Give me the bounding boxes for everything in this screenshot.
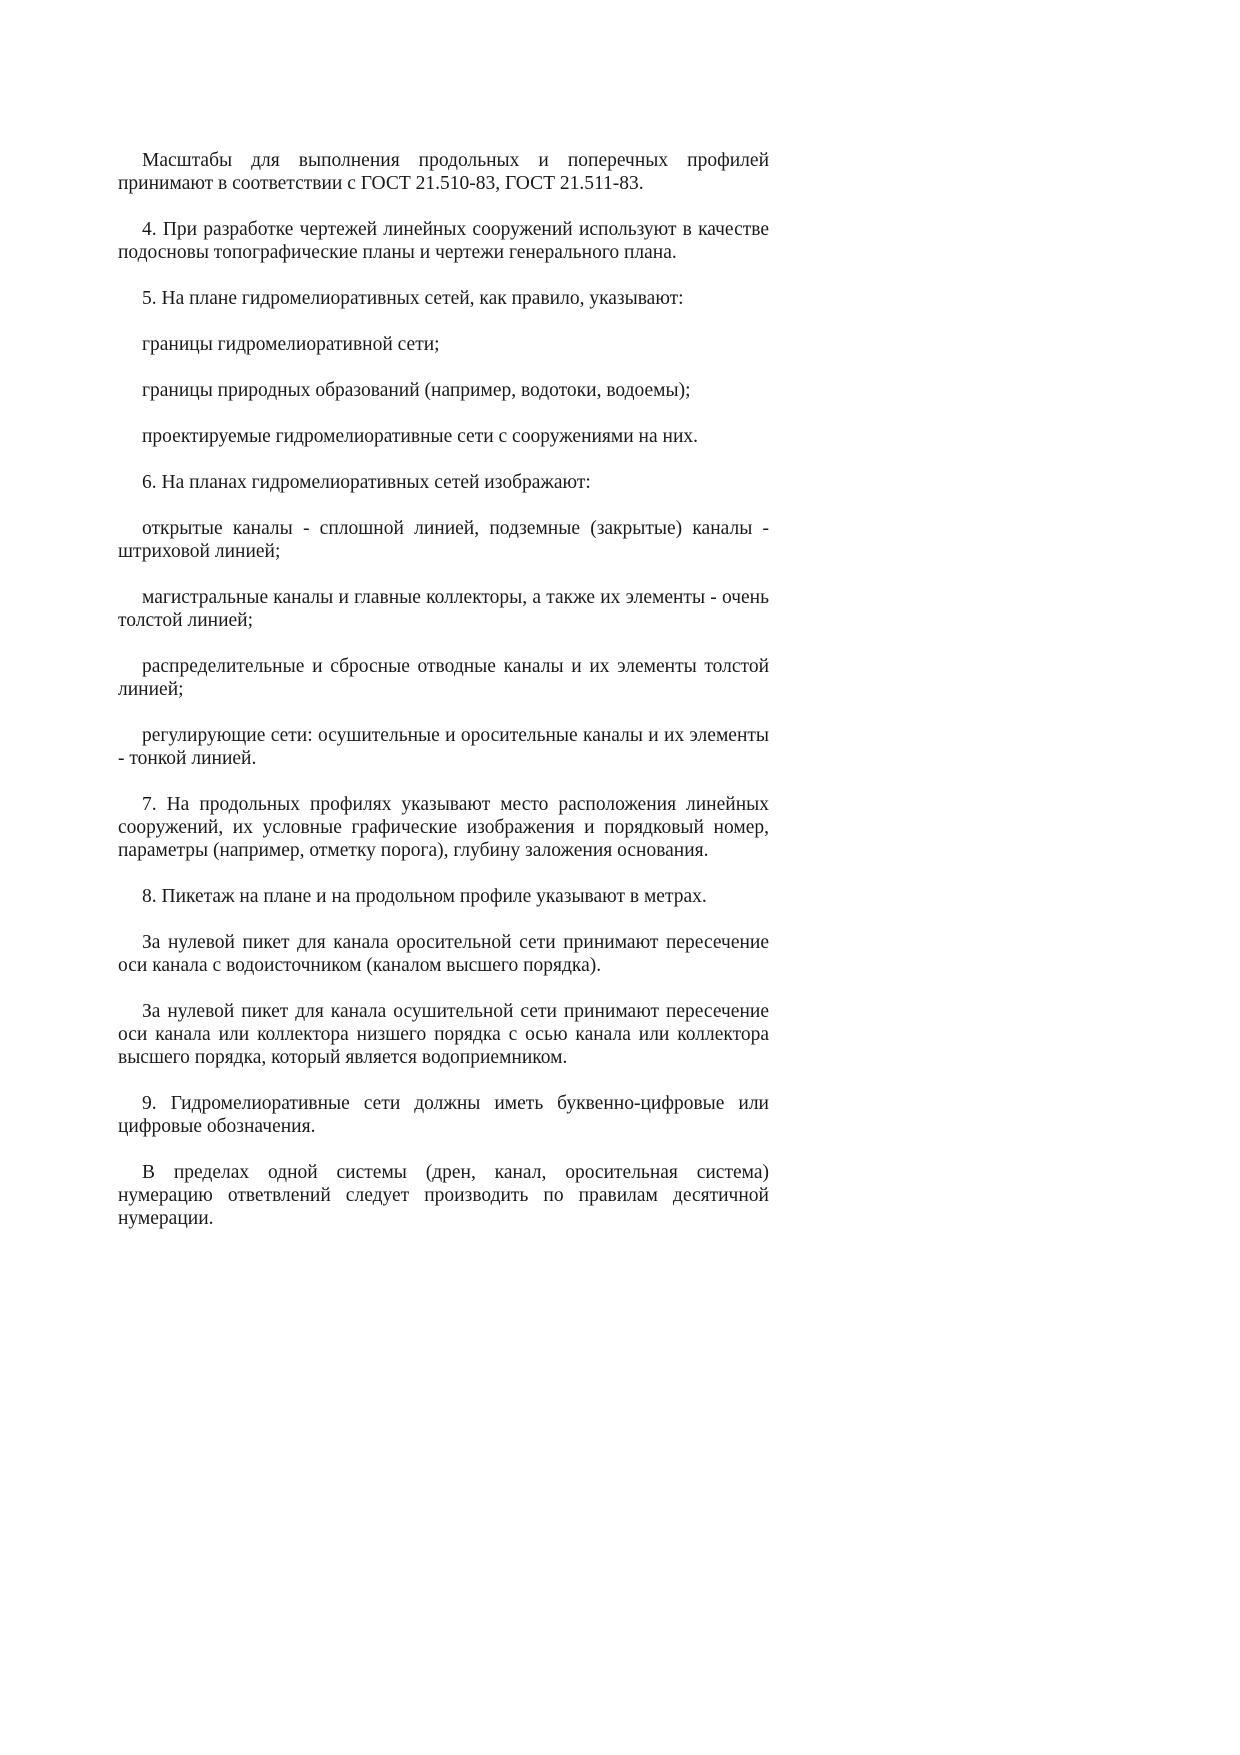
document-page: [118, 149, 769, 1253]
list-item: магистральные каналы и главные коллекторы, а также их элементы - очень толстой линией;: [118, 587, 769, 631]
list-item: открытые каналы - сплошной линией, подземные (закрытые) каналы - штриховой линией;: [118, 518, 769, 562]
paragraph-item-5: 5. На плане гидромелиоративных сетей, как правило, указывают:: [142, 288, 684, 309]
paragraph-item-4: 4. При разработке чертежей линейных сооружений используют в качестве подосновы топографические планы и чертежи генерального плана.: [118, 219, 769, 263]
paragraph-zero-picket-irrigation: За нулевой пикет для канала оросительной сети принимают пересечение оси канала с водоисточником (каналом высшего порядка).: [118, 932, 769, 976]
list-item: границы гидромелиоративной сети;: [142, 334, 440, 355]
list-item: проектируемые гидромелиоративные сети с сооружениями на них.: [142, 426, 699, 447]
paragraph-item-6: 6. На планах гидромелиоративных сетей изображают:: [142, 472, 591, 493]
list-item: границы природных образований (например, водотоки, водоемы);: [142, 380, 691, 401]
list-item: регулирующие сети: осушительные и оросительные каналы и их элементы - тонкой линией.: [118, 725, 769, 769]
paragraph-item-7: 7. На продольных профилях указывают место расположения линейных сооружений, их условные графические изображения и порядковый номер, параметры (например, отметку порога), глубину заложения основания.: [118, 794, 769, 861]
paragraph-item-8: 8. Пикетаж на плане и на продольном профиле указывают в метрах.: [142, 886, 707, 907]
list-item: распределительные и сбросные отводные каналы и их элементы толстой линией;: [118, 656, 769, 700]
paragraph-item-9: 9. Гидромелиоративные сети должны иметь буквенно-цифровые или цифровые обозначения.: [118, 1093, 769, 1137]
paragraph-zero-picket-drainage: За нулевой пикет для канала осушительной сети принимают пересечение оси канала или коллектора низшего порядка с осью канала или коллектора высшего порядка, который является водоприемником.: [118, 1001, 769, 1068]
paragraph-numbering: В пределах одной системы (дрен, канал, оросительная система) нумерацию ответвлений следует производить по правилам десятичной нумерации.: [118, 1162, 769, 1229]
paragraph-scales: Масштабы для выполнения продольных и поперечных профилей принимают в соответствии с ГОСТ 21.510-83, ГОСТ 21.511-83.: [118, 150, 769, 194]
